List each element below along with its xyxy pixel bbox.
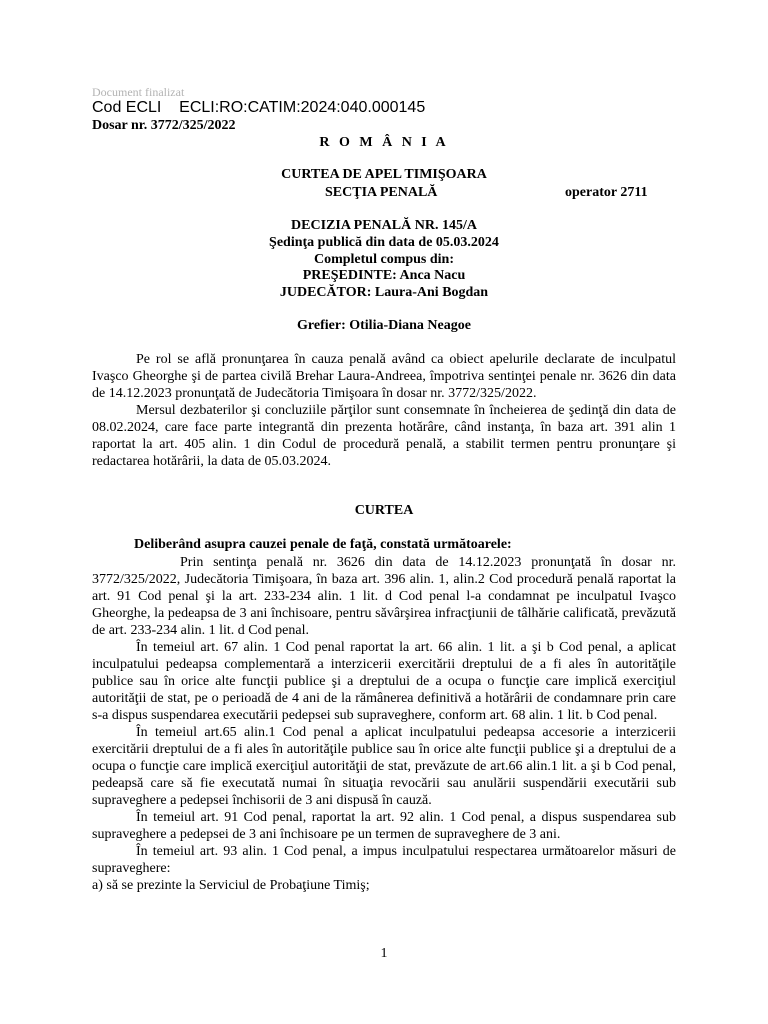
- panel-heading: Completul compus din:: [313, 252, 455, 267]
- country-heading: R O M Â N I A: [319, 135, 449, 150]
- ecli-code: Cod ECLI ECLI:RO:CATIM:2024:040.000145: [92, 99, 426, 116]
- body-section: [92, 554, 676, 894]
- page-number: 1: [380, 946, 388, 961]
- court-section: SECŢIA PENALĂ: [325, 185, 438, 200]
- body-paragraph: În temeiul art.65 alin.1 Cod penal a aplicat inculpatului pedeapsa accesorie a interzicerii exercitării dreptului de a fi ales în autorităţile publice sau în orice alte funcţii publice şi a dreptului de a ocupa o funcţie care implică exerciţiul autorităţii de stat, prevăzute de art.66 alin.1 lit. a şi b Cod penal, pedeapsă care să fie executată numai în situaţia revocării sau anulării suspendării executării sub supraveghere a pedepsei închisorii de 3 ani dispusă în cauză.: [92, 725, 676, 808]
- operator-number: operator 2711: [565, 185, 648, 200]
- intro-paragraph: Pe rol se află pronunţarea în cauza penală având ca obiect apelurile declarate de inculpatul Ivaşco Gheorghe şi de partea civilă Brehar Laura-Andreea, împotriva sentinţei penale nr. 3626 din data de 14.12.2023 pronunţată de Judecătoria Timişoara în dosar nr. 3772/325/2022.: [92, 352, 676, 401]
- decision-title: DECIZIA PENALĂ NR. 145/A: [291, 218, 477, 233]
- intro-section: [92, 351, 676, 470]
- court-name: CURTEA DE APEL TIMIŞOARA: [281, 167, 487, 182]
- curtea-heading: CURTEA: [354, 503, 414, 518]
- body-paragraph: În temeiul art. 93 alin. 1 Cod penal, a impus inculpatului respectarea următoarelor măsuri de supraveghere:: [92, 844, 676, 876]
- body-list-item: a) să se prezinte la Serviciul de Probaţiune Timiş;: [92, 878, 370, 893]
- president-line: PREŞEDINTE: Anca Nacu: [302, 268, 466, 283]
- deliberation-heading: Deliberând asupra cauzei penale de faţă, constată următoarele:: [134, 537, 512, 552]
- body-paragraph: Prin sentinţa penală nr. 3626 din data de 14.12.2023 pronunţată în dosar nr. 3772/325/2022, Judecătoria Timişoara, în baza art. 396 alin. 1, alin.2 Cod procedură penală raportat la art. 91 Cod penal şi la art. 233-234 alin. 1 lit. d Cod penal l-a condamnat pe inculpatul Ivaşco Gheorghe, la pedeapsa de 3 ani închisoare, pentru săvârşirea infracţiunii de tâlhărie calificată, prevăzută de art. 233-234 alin. 1 lit. d Cod penal.: [92, 555, 676, 638]
- case-number: Dosar nr. 3772/325/2022: [92, 118, 236, 133]
- intro-paragraph: Mersul dezbaterilor şi concluziile părţilor sunt consemnate în încheierea de şedinţă din data de 08.02.2024, care face parte integrantă din prezenta hotărâre, când instanţa, în baza art. 391 alin 1 raportat la art. 405 alin. 1 din Codul de procedură penală, a stabilit termen pentru pronunţare şi redactarea hotărârii, la data de 05.03.2024.: [92, 403, 676, 469]
- clerk-line: Grefier: Otilia-Diana Neagoe: [297, 318, 471, 333]
- judge-line: JUDECĂTOR: Laura-Ani Bogdan: [279, 285, 489, 300]
- status-watermark: Document finalizat: [92, 85, 185, 99]
- body-paragraph: În temeiul art. 67 alin. 1 Cod penal raportat la art. 66 alin. 1 lit. a şi b Cod penal, a aplicat inculpatului pedeapsa complementară a interzicerii exercitării dreptului de a fi ales în autorităţile publice sau în orice alte funcţii publice şi a dreptului de a ocupa o funcţie care implică exerciţiul autorităţii de stat, pe o perioadă de 4 ani de la rămânerea definitivă a hotărârii de condamnare prin care s-a dispus suspendarea executării pedepsei sub supraveghere, conform art. 68 alin. 1 lit. b Cod penal.: [92, 640, 676, 723]
- body-paragraph: În temeiul art. 91 Cod penal, raportat la art. 92 alin. 1 Cod penal, a dispus suspendarea sub supraveghere a pedepsei de 3 ani închisoare pe un termen de supraveghere de 3 ani.: [92, 810, 676, 842]
- session-date: Şedinţa publică din data de 05.03.2024: [269, 235, 499, 250]
